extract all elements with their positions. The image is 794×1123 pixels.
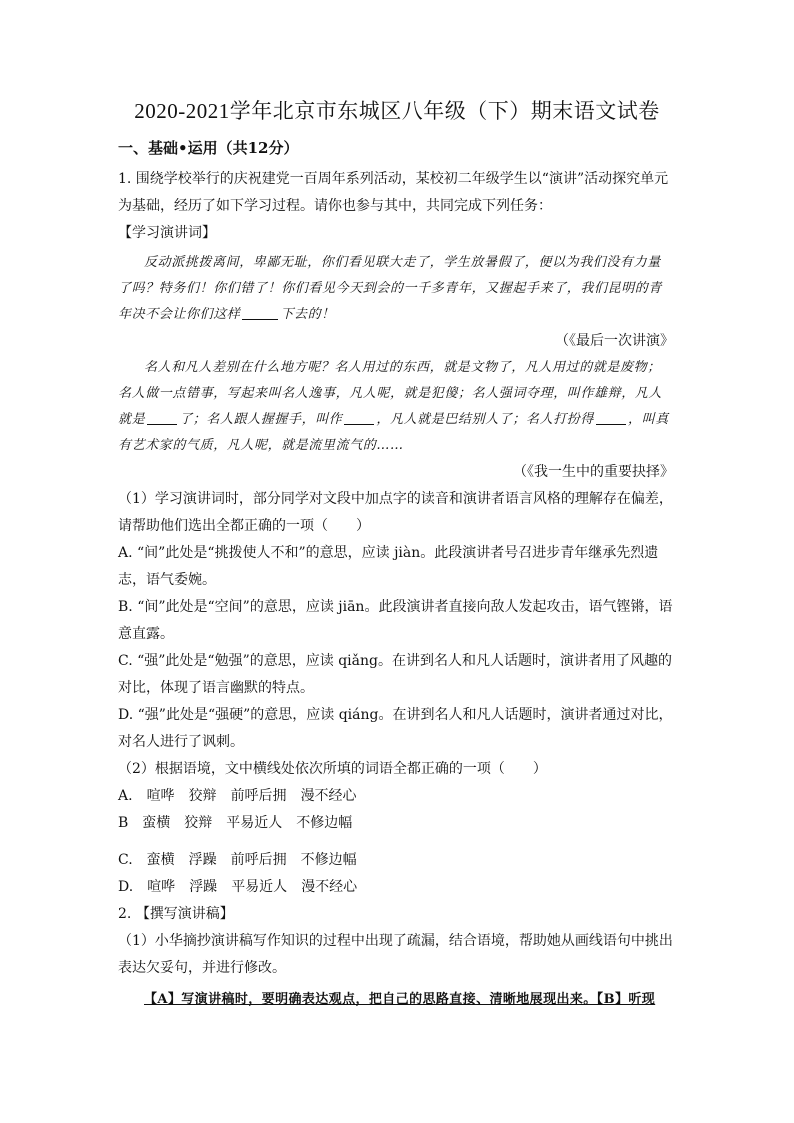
q2-underlined-line: 【A】写演讲稿时，要明确表达观点，把自己的思路直接、清晰地展现出来。【B】听现 [144,992,656,1007]
option-word: 平易近人 [226,815,283,831]
option-label: C. [118,852,133,868]
option-word: 喧哗 [147,879,176,895]
speech2-text-b: 了；名人跟人握握手，叫作 [179,412,343,427]
fill-blank-1 [242,304,278,320]
fill-blank-4 [596,409,626,425]
option-label: A. [118,788,133,804]
sub1-option-b: B. “间”此处是“空间”的意思，应读 jiān。此段演讲者直接向敌人发起攻击，语气铿锵，语意直露。 [118,599,673,642]
option-word: 狡辩 [188,788,217,804]
speech2-source: （《我一生中的重要抉择》 [513,464,674,480]
speech2-text-a: 名人和凡人差别在什么地方呢？名人用过的东西，就是文物了，凡人用过的就是废物；名人做一点错事，写起来叫名人逸事，凡人呢，就是犯傻；名人强词夺理，叫作雄辩，凡人就是 [118,360,663,427]
speech2-text-d: ，叫真有艺术家的气质，凡人呢，就是流里流气的…… [118,412,669,453]
q2-sub1: （1）小华摘抄演讲稿写作知识的过程中出现了疏漏，结合语境，帮助她从画线语句中挑出表达欠妥句，并进行修改。 [118,933,673,976]
option-word: 浮躁 [189,879,218,895]
sub2-option-c [118,847,674,874]
option-word: 漫不经心 [301,879,358,895]
fill-blank-2 [147,409,177,425]
speech1-text-a: 反动派挑拨离间，卑鄙无耻，你们看见联大走了，学生放暑假了，便以为我们没有力量了吗？特务们！你们错了！你们看见今天到会的一千多青年，又握起手来了，我们昆明的青年决不会让你们这样 [118,255,663,322]
option-word: 狡辩 [184,815,213,831]
option-word: 前呼后拥 [230,852,287,868]
sub1-option-c: C. “强”此处是“勉强”的意思，应读 qiǎng。在讲到名人和凡人话题时，演讲者用了风趣的对比，体现了语言幽默的特点。 [118,653,672,696]
speech-passage-2 [118,355,674,459]
speech2-text-c: ，凡人就是巴结别人了；名人打扮得 [376,412,595,427]
option-word: 喧哗 [146,788,175,804]
option-label: B [118,815,129,831]
sub1-option-a: A. “间”此处是“挑拨使人不和”的意思，应读 jiàn。此段演讲者号召进步青年继承先烈遗志，语气委婉。 [118,545,659,588]
option-word: 浮躁 [188,852,217,868]
sub2-option-d [118,874,674,901]
speech1-text-b: 下去的！ [280,307,335,322]
page-title: 2020-2021学年北京市东城区八年级（下）期末语文试卷 [134,99,660,123]
section-heading: 一、基础•运用（共12分） [118,139,299,157]
q1-tag: 【学习演讲词】 [118,225,216,241]
option-word: 蛮横 [146,852,175,868]
option-word: 不修边幅 [296,815,353,831]
option-word: 漫不经心 [300,788,357,804]
option-word: 不修边幅 [300,852,357,868]
option-word: 蛮横 [142,815,171,831]
speech1-source: （《最后一次讲演》 [555,333,674,349]
sub1-stem: （1）学习演讲词时，部分同学对文段中加点字的读音和演讲者语言风格的理解存在偏差，请帮助他们选出全都正确的一项（ ） [118,491,673,534]
sub2-option-b [118,810,674,837]
sub2-option-a [118,783,674,810]
q1-intro: 1. 围绕学校举行的庆祝建党一百周年系列活动，某校初二年级学生以“演讲”活动探究单元为基础，经历了如下学习过程。请你也参与其中，共同完成下列任务： [118,171,669,214]
question-1 [118,166,674,1013]
q2-tag: 【撰写演讲稿】 [135,906,234,922]
fill-blank-3 [344,409,374,425]
speech-passage-1 [118,250,674,328]
option-label: D. [118,879,134,895]
question-2-heading [118,901,674,928]
sub1-option-d: D. “强”此处是“强硬”的意思，应读 qiáng。在讲到名人和凡人话题时，演讲者通过对比，对名人进行了讽刺。 [118,707,673,750]
option-word: 前呼后拥 [230,788,287,804]
sub2-stem: （2）根据语境，文中横线处依次所填的词语全都正确的一项（ ） [118,761,547,777]
q2-number: 2. [118,906,132,922]
option-word: 平易近人 [231,879,288,895]
